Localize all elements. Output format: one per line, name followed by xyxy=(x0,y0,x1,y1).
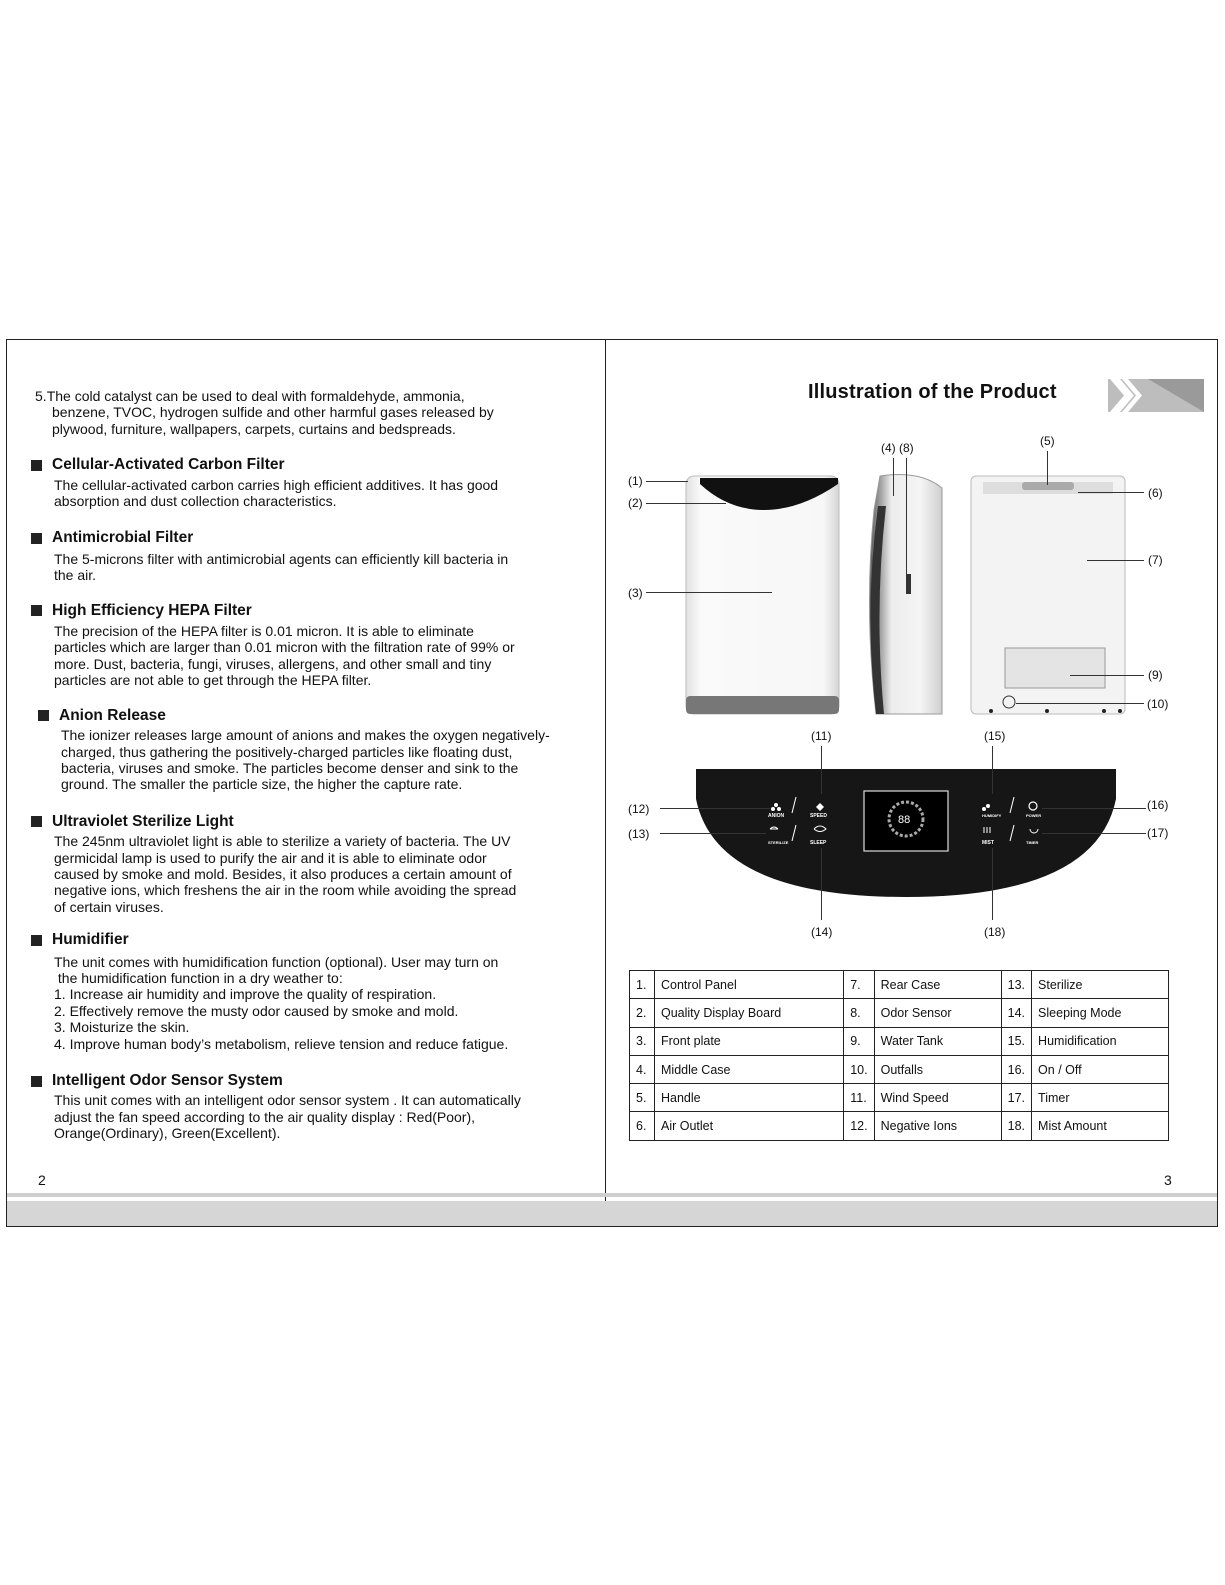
callout-7: (7) xyxy=(1148,553,1163,567)
table-cell: Control Panel xyxy=(655,971,844,999)
section-heading: Intelligent Odor Sensor System xyxy=(52,1072,283,1089)
bullet-square-icon xyxy=(31,605,42,616)
section-humidifier xyxy=(35,932,600,1052)
intro-line: plywood, furniture, wallpapers, carpets, curtains and bedspreads. xyxy=(52,420,456,437)
callout-14: (14) xyxy=(811,925,833,939)
section-anion-release xyxy=(35,708,600,793)
page-divider xyxy=(605,339,606,1227)
section-heading: Anion Release xyxy=(59,706,166,724)
section-hepa-filter xyxy=(35,603,600,689)
intro-line: benzene, TVOC, hydrogen sulfide and other harmful gases released by xyxy=(52,404,494,421)
page-number-right: 3 xyxy=(1164,1172,1172,1188)
bullet-square-icon xyxy=(31,816,42,827)
callout-10: (10) xyxy=(1147,697,1169,711)
table-cell: On / Off xyxy=(1032,1055,1169,1083)
table-cell: Sleeping Mode xyxy=(1032,999,1169,1027)
table-row xyxy=(630,971,1169,999)
rear-view xyxy=(971,476,1125,714)
panel-sleep-label: SLEEP xyxy=(810,840,827,846)
footer-line xyxy=(7,1193,1217,1197)
table-cell: Sterilize xyxy=(1032,971,1169,999)
table-cell: 10. xyxy=(844,1055,874,1083)
section-heading: Antimicrobial Filter xyxy=(52,529,194,547)
table-cell: 1. xyxy=(630,971,655,999)
table-cell: Odor Sensor xyxy=(874,999,1001,1027)
control-panel-illustration xyxy=(696,769,1116,899)
table-cell: 11. xyxy=(844,1084,874,1112)
panel-speed-label: SPEED xyxy=(810,813,827,819)
callout-4-8: (4) (8) xyxy=(881,441,914,455)
table-cell: 8. xyxy=(844,999,874,1027)
section-line: Orange(Ordinary), Green(Excellent). xyxy=(54,1125,281,1142)
front-view xyxy=(686,476,839,714)
table-row xyxy=(630,1027,1169,1055)
table-cell: 7. xyxy=(844,971,874,999)
callout-18: (18) xyxy=(984,925,1006,939)
table-cell: Handle xyxy=(655,1084,844,1112)
section-antimicrobial-filter xyxy=(35,530,600,583)
callout-2: (2) xyxy=(628,496,643,510)
table-cell: 18. xyxy=(1001,1112,1031,1140)
leader-line xyxy=(1042,808,1146,809)
leader-line xyxy=(992,848,993,920)
leader-line xyxy=(1078,492,1144,493)
section-line: of certain viruses. xyxy=(54,898,164,915)
section-line: The ionizer releases large amount of anions and makes the oxygen negatively- xyxy=(61,727,550,744)
table-cell: 13. xyxy=(1001,971,1031,999)
callout-16: (16) xyxy=(1147,798,1169,812)
panel-timer-label: TIMER xyxy=(1026,840,1039,845)
table-cell: Front plate xyxy=(655,1027,844,1055)
section-line: The precision of the HEPA filter is 0.01 micron. It is able to eliminate xyxy=(54,623,474,640)
callout-11: (11) xyxy=(811,729,832,743)
table-cell: 3. xyxy=(630,1027,655,1055)
callout-15: (15) xyxy=(984,729,1006,743)
table-cell: Timer xyxy=(1032,1084,1169,1112)
table-cell: 5. xyxy=(630,1084,655,1112)
parts-table xyxy=(629,970,1169,1141)
section-line: The 245nm ultraviolet light is able to sterilize a variety of bacteria. The UV xyxy=(54,833,511,850)
callout-12: (12) xyxy=(628,802,650,816)
section-line: The cellular-activated carbon carries high efficient additives. It has good xyxy=(54,476,499,493)
panel-anion-label: ANION xyxy=(768,813,785,819)
section-odor-sensor xyxy=(35,1073,600,1142)
leader-line xyxy=(646,592,772,593)
section-line: adjust the fan speed according to the air quality display : Red(Poor), xyxy=(54,1108,476,1125)
section-line: particles are not able to get through the HEPA filter. xyxy=(54,672,372,689)
table-row xyxy=(630,1112,1169,1140)
panel-humidify-label: HUMIDIFY xyxy=(982,813,1002,818)
table-cell: 16. xyxy=(1001,1055,1031,1083)
section-line: caused by smoke and mold. Besides, it also produces a certain amount of xyxy=(54,865,512,882)
leader-line xyxy=(646,481,688,482)
leader-line xyxy=(992,746,993,794)
panel-mist-label: MIST xyxy=(982,840,994,846)
section-line: 2. Effectively remove the musty odor caused by smoke and mold. xyxy=(54,1002,459,1019)
section-line: ground. The smaller the particle size, the higher the capture rate. xyxy=(61,776,463,793)
table-cell: 12. xyxy=(844,1112,874,1140)
table-cell: Mist Amount xyxy=(1032,1112,1169,1140)
section-heading: High Efficiency HEPA Filter xyxy=(52,601,252,619)
leader-line xyxy=(1042,833,1146,834)
callout-13: (13) xyxy=(628,827,650,841)
bullet-square-icon xyxy=(31,533,42,544)
leader-line xyxy=(1087,560,1144,561)
callout-17: (17) xyxy=(1147,826,1169,840)
table-row xyxy=(630,1055,1169,1083)
table-cell: 15. xyxy=(1001,1027,1031,1055)
section-line: more. Dust, bacteria, fungi, viruses, allergens, and other small and tiny xyxy=(54,655,492,672)
callout-5: (5) xyxy=(1040,434,1055,448)
table-cell: 14. xyxy=(1001,999,1031,1027)
section-heading: Ultraviolet Sterilize Light xyxy=(52,812,234,830)
leader-line xyxy=(660,808,770,809)
section-heading: Humidifier xyxy=(52,931,129,949)
table-row xyxy=(630,999,1169,1027)
leader-line xyxy=(1016,703,1144,704)
section-line: the humidification function in a dry weather to: xyxy=(54,969,343,986)
section-line: This unit comes with an intelligent odor sensor system . It can automatically xyxy=(54,1092,521,1109)
leader-line xyxy=(893,458,894,496)
table-cell: 4. xyxy=(630,1055,655,1083)
table-cell: 2. xyxy=(630,999,655,1027)
callout-3: (3) xyxy=(628,586,643,600)
page-number-left: 2 xyxy=(38,1172,46,1188)
section-line: 1. Increase air humidity and improve the quality of respiration. xyxy=(54,986,437,1003)
left-page-text xyxy=(35,388,600,1142)
leader-line xyxy=(906,458,907,578)
page-title: Illustration of the Product xyxy=(808,381,1057,403)
section-line: germicidal lamp is used to purify the air and it is able to eliminate odor xyxy=(54,849,487,866)
table-cell: Rear Case xyxy=(874,971,1001,999)
bullet-square-icon xyxy=(31,935,42,946)
table-cell: Outfalls xyxy=(874,1055,1001,1083)
table-cell: Air Outlet xyxy=(655,1112,844,1140)
leader-line xyxy=(821,848,822,920)
section-line: The unit comes with humidification function (optional). User may turn on xyxy=(54,953,499,970)
section-line: the air. xyxy=(54,567,97,584)
callout-9: (9) xyxy=(1148,668,1163,682)
section-line: negative ions, which freshens the air in the room while avoiding the spread xyxy=(54,882,517,899)
table-cell: Quality Display Board xyxy=(655,999,844,1027)
title-chevron-icon xyxy=(1108,379,1204,412)
callout-1: (1) xyxy=(628,474,643,488)
section-carbon-filter xyxy=(35,457,600,509)
intro-line: The cold catalyst can be used to deal with formaldehyde, ammonia, xyxy=(46,388,465,404)
leader-line xyxy=(1047,451,1048,485)
section-line: 4. Improve human body’s metabolism, relieve tension and reduce fatigue. xyxy=(54,1035,509,1052)
leader-line xyxy=(1070,675,1144,676)
section-line: charged, thus gathering the positively-charged particles like floating dust, xyxy=(61,743,513,760)
section-line: absorption and dust collection characteristics. xyxy=(54,493,337,510)
section-line: bacteria, viruses and smoke. The particles become denser and sink to the xyxy=(61,759,519,776)
section-uv-light xyxy=(35,814,600,915)
bullet-square-icon xyxy=(31,1076,42,1087)
table-cell: Wind Speed xyxy=(874,1084,1001,1112)
footer-band xyxy=(7,1201,1217,1226)
bullet-square-icon xyxy=(38,710,49,721)
callout-6: (6) xyxy=(1148,486,1163,500)
table-cell: Water Tank xyxy=(874,1027,1001,1055)
leader-line xyxy=(821,746,822,794)
table-row xyxy=(630,1084,1169,1112)
table-cell: 17. xyxy=(1001,1084,1031,1112)
table-cell: Middle Case xyxy=(655,1055,844,1083)
panel-sterilize-label: STERILIZE xyxy=(768,840,789,845)
leader-line xyxy=(660,833,766,834)
product-views-illustration xyxy=(680,470,1160,720)
table-cell: Negative Ions xyxy=(874,1112,1001,1140)
leader-line xyxy=(646,503,726,504)
intro-number: 5. xyxy=(35,388,47,404)
display-digits: 88 xyxy=(898,814,911,826)
section-line: The 5-microns filter with antimicrobial agents can efficiently kill bacteria in xyxy=(54,550,509,567)
intro-paragraph xyxy=(35,388,600,437)
section-line: particles which are larger than 0.01 micron with the filtration rate of 99% or xyxy=(54,639,515,656)
table-cell: Humidification xyxy=(1032,1027,1169,1055)
section-line: 3. Moisturize the skin. xyxy=(54,1019,190,1036)
bullet-square-icon xyxy=(31,460,42,471)
table-cell: 6. xyxy=(630,1112,655,1140)
section-heading: Cellular-Activated Carbon Filter xyxy=(52,456,285,474)
table-cell: 9. xyxy=(844,1027,874,1055)
panel-power-label: POWER xyxy=(1026,813,1042,818)
